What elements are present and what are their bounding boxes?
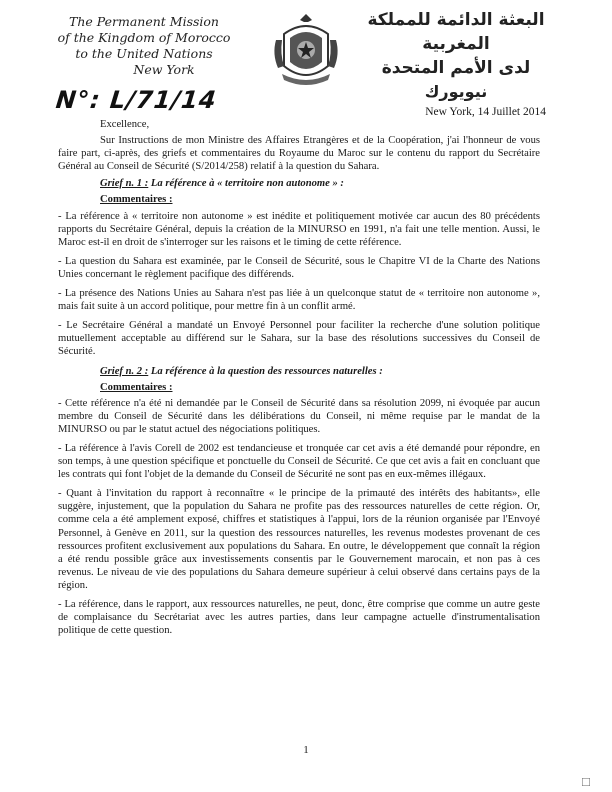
grief-2-paragraph: - La référence, dans le rapport, aux ressources naturelles, ne peut, donc, être comprise que comme un autre geste de complaisance du Secrétariat avec les autres parties, dans leur campagne actuelle d'instrumentalisation politique de cette question. <box>58 599 540 637</box>
grief-2-comments-heading: Commentaires : <box>100 381 173 393</box>
grief-1-paragraph: - La question du Sahara est examinée, par le Conseil de Sécurité, sous le Chapitre VI de la Charte des Nations Unies concernant le règlement pacifique des différends. <box>58 255 540 280</box>
grief-2-paragraph: - Cette référence n'a été ni demandée par le Conseil de Sécurité dans sa résolution 2099, ni évoquée par aucun membre du Conseil de Sécurité dans les délibérations du Conseil, ni même requise par le mandat de la MINURSO ou par le statut actuel des négociations politiques. <box>58 397 540 435</box>
grief-1-comments-heading: Commentaires : <box>100 194 173 206</box>
letterhead-arabic-line: نيويورك <box>424 82 488 101</box>
letterhead-english <box>44 14 244 78</box>
grief-1-heading <box>100 177 540 190</box>
grief-1-paragraph: - La référence à « territoire non autonome » est inédite et politiquement motivée car aucun des 80 précédents rapports du Secrétaire Général, depuis la création de la MINURSO en 1991, n'a fait une telle mention. Aussi, le Maroc est-il en droit de s'interroger sur les raisons et le timing de cette référence. <box>58 210 540 248</box>
letter-body <box>58 118 540 643</box>
grief-2-paragraph: - Quant à l'invitation du rapport à reconnaître « le principe de la primauté des intérêts des habitants», elle suggère, injustement, que la population du Sahara ne profite pas des ressources naturelles de cette région. Or, comme cela a été amplement exposé, chiffres et statistiques à l'appui, lors de la réunion organisée par l'Envoyé Personnel, à Genève en 2011, sur la question des ressources naturelles, les revenus modestes provenant de ces ressources profitent exclusivement aux populations du Sahara. En outre, le développement que connaît la région a été rendu possible grâce aux investissements consentis par le Gouvernement marocain, et non pas à ces revenus. Le niveau de vie des populations du Sahara demeure supérieur à celui observé dans certains pays de la région. <box>58 488 540 591</box>
letterhead-line: New York <box>133 62 195 77</box>
letterhead-line: The Permanent Mission <box>69 14 219 29</box>
grief-1-paragraph: - Le Secrétaire Général a mandaté un Envoyé Personnel pour faciliter la recherche d'une solution politique mutuellement acceptable au différend sur le Sahara, sur la base des résolutions successives du Conseil de Sécurité. <box>58 320 540 358</box>
grief-1-label: Grief n. 1 : <box>100 178 149 190</box>
reference-number: N°: L/71/14 <box>54 86 219 114</box>
page-number: 1 <box>303 744 309 756</box>
grief-1-title: La référence à « territoire non autonome » : <box>148 178 344 190</box>
letterhead-arabic-line: البعثة الدائمة للمملكة المغربية <box>367 10 545 54</box>
grief-2-label: Grief n. 2 : <box>100 365 149 377</box>
intro-paragraph: Sur Instructions de mon Ministre des Affaires Etrangères et de la Coopération, j'ai l'honneur de vous faire part, ci-après, des griefs et commentaires du Royaume du Maroc sur le contenu du rapport du Secrétaire Général au Conseil de Sécurité (S/2014/258) relatif à la question du Sahara. <box>58 135 540 173</box>
grief-1-paragraph: - La présence des Nations Unies au Sahara n'est pas liée à un quelconque statut de « territoire non autonome », mais fait suite à un accord politique, pour mettre fin à un conflit armé. <box>58 288 540 313</box>
corner-mark-icon <box>582 778 590 786</box>
letterhead-line: to the United Nations <box>75 46 213 61</box>
moroccan-coat-of-arms-icon <box>268 10 344 86</box>
grief-2-paragraph: - La référence à l'avis Corell de 2002 est tendancieuse et tronquée car cet avis a été demandé pour répondre, en son temps, à une question spécifique et ponctuelle du Conseil de Sécurité. Ce que cet avis a fait en concluant que les contrats qui font l'objet de la demande du Conseil de Sécurité ne sont pas en eux-mêmes illégaux. <box>58 442 540 481</box>
letterhead-arabic <box>358 8 554 104</box>
grief-2-title: La référence à la question des ressources naturelles : <box>148 365 383 377</box>
grief-2-heading <box>100 365 540 378</box>
date: New York, 14 Juillet 2014 <box>425 106 546 118</box>
salutation: Excellence, <box>100 119 150 130</box>
letterhead-arabic-line: لدى الأمم المتحدة <box>381 58 531 78</box>
letterhead-line: of the Kingdom of Morocco <box>57 30 231 45</box>
